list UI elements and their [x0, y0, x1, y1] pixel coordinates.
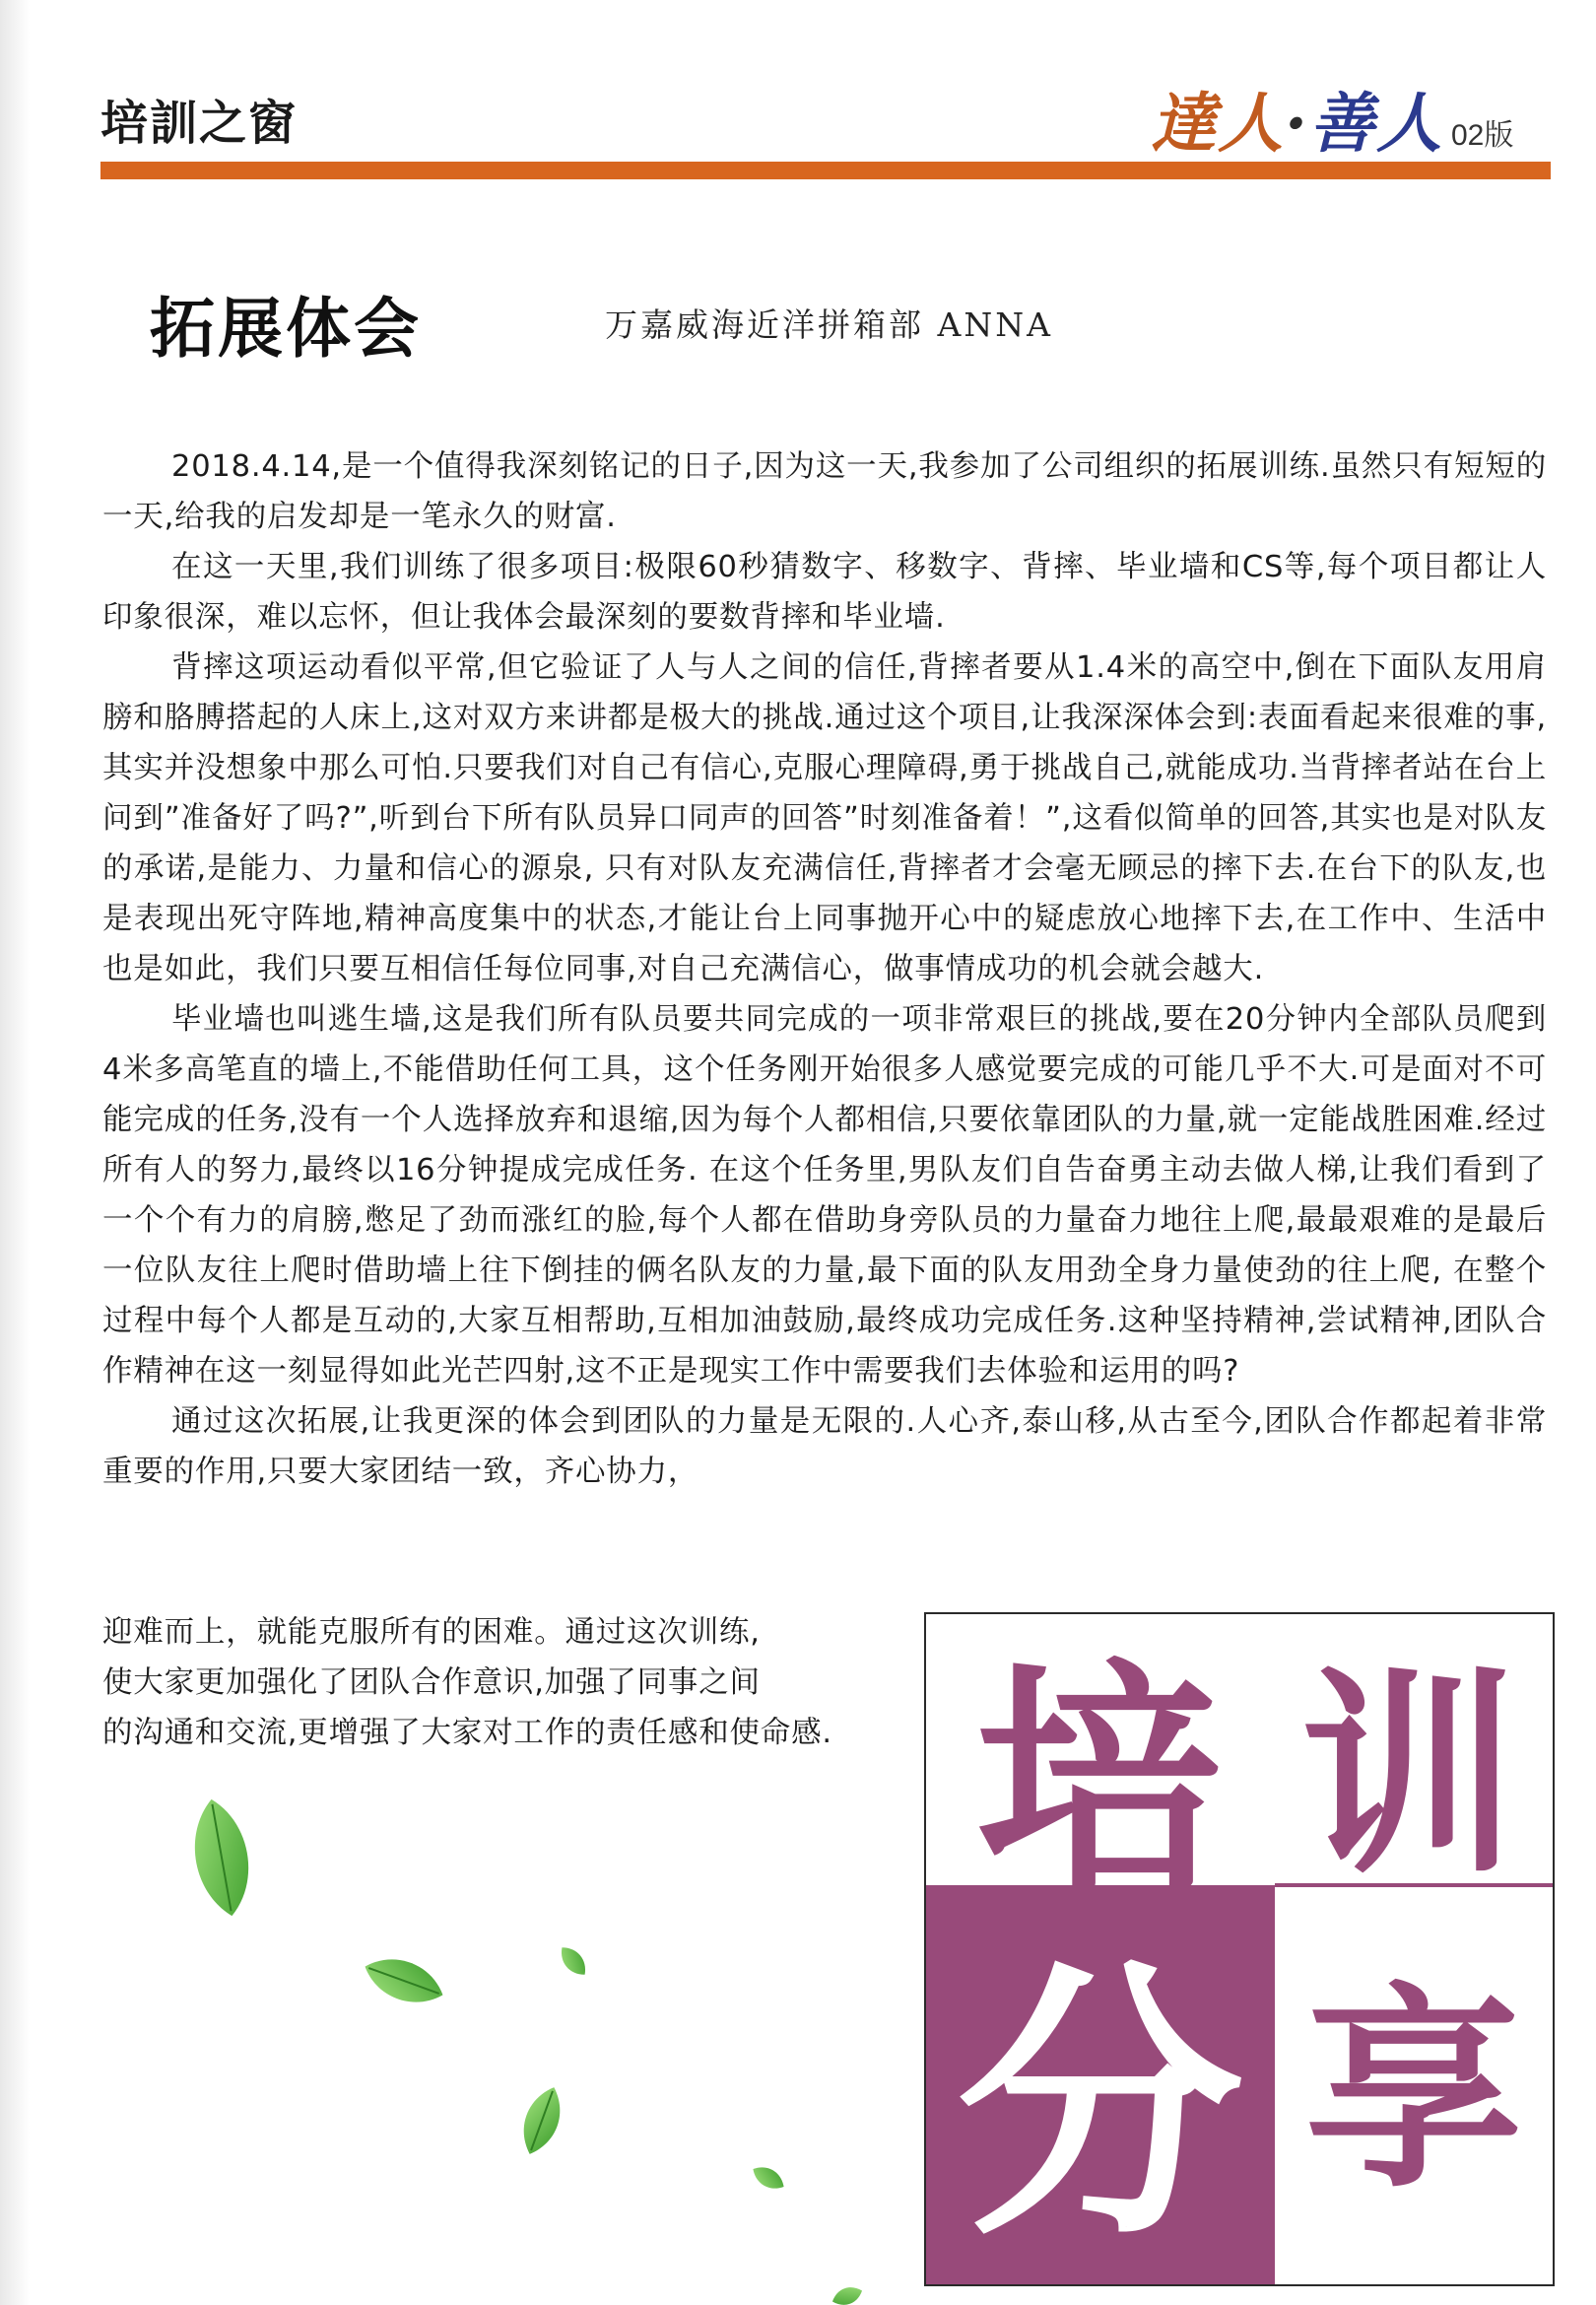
badge-char-xiang: 享 — [1304, 1965, 1523, 2217]
paragraph: 背摔这项运动看似平常,但它验证了人与人之间的信任,背摔者要从1.4米的高空中,倒在下面队友用肩膀和胳膊搭起的人床上,这对双方来讲都是极大的挑战.通过这个项目,让我深深体会到:表面看起来很难的事,其实并没想象中那么可怕.只要我们对自己有信心,克服心理障碍,勇于挑战自己,就能成功.当背摔者站在台上问到”准备好了吗?”,听到台下所有队员异口同声的回答”时刻准备着！”,这看似简单的回答,其实也是对队友的承诺,是能力、力量和信心的源泉, 只有对队友充满信任,背摔者才会毫无顾忌的摔下去.在台下的队友,也是表现出死守阵地,精神高度集中的状态,才能让台上同事抛开心中的疑虑放心地摔下去,在工作中、生活中也是如此，我们只要互相信任每位同事,对自己充满信心，做事情成功的机会就会越大. — [102, 650, 1547, 986]
header-rule — [100, 162, 1551, 179]
badge-graphic — [926, 1614, 1553, 2284]
paragraph: 通过这次拓展,让我更深的体会到团队的力量是无限的.人心齐,泰山移,从古至今,团队合作都起着非常重要的作用,只要大家团结一致，齐心协力， — [102, 1404, 1547, 1489]
training-share-badge — [924, 1612, 1555, 2286]
badge-char-xun: 训 — [1299, 1650, 1518, 1902]
article-body — [102, 441, 1547, 1497]
leaf-icon — [749, 2161, 788, 2195]
paragraph: 在这一天里,我们训练了很多项目:极限60秒猜数字、移数字、背摔、毕业墙和CS等,每个项目都让人印象很深，难以忘怀，但让我体会最深刻的要数背摔和毕业墙. — [102, 550, 1547, 635]
article-closing — [102, 1607, 881, 1758]
badge-char-fen: 分 — [958, 1941, 1243, 2273]
leaf-icon — [186, 1795, 258, 1920]
paragraph: 毕业墙也叫逃生墙,这是我们所有队员要共同完成的一项非常艰巨的挑战,要在20分钟内全部队员爬到4米多高笔直的墙上,不能借助任何工具，这个任务刚开始很多人感觉要完成的可能几乎不大.可是面对不可能完成的任务,没有一个人选择放弃和退缩,因为每个人都相信,只要依靠团队的力量,就一定能战胜困难.经过所有人的努力,最终以16分钟提成完成任务. 在这个任务里,男队友们自告奋勇主动去做人梯,让我们看到了一个个有力的肩膀,憋足了劲而涨红的脸,每个人都在借助身旁队员的力量奋力地往上爬,最最艰难的是最后一位队友往上爬时借助墙上往下倒挂的俩名队友的力量,最下面的队友用劲全身力量使劲的往上爬, 在整个过程中每个人都是互动的,大家互相帮助,互相加油鼓励,最终成功完成任务.这种坚持精神,尝试精神,团队合作精神在这一刻显得如此光芒四射,这不正是现实工作中需要我们去体验和运用的吗? — [102, 1002, 1547, 1389]
page-fold-shadow — [0, 0, 30, 2305]
article-title: 拓展体会 — [150, 290, 422, 367]
badge-char-pei: 培 — [975, 1640, 1222, 1927]
closing-line: 使大家更加强化了团队合作意识,加强了同事之间 — [102, 1665, 761, 1700]
closing-line: 的沟通和交流,更增强了大家对工作的责任感和使命感. — [102, 1716, 832, 1750]
edition-label: 02版 — [1451, 119, 1514, 152]
leaf-icon — [514, 2082, 569, 2160]
closing-line: 迎难而上，就能克服所有的困难。通过这次训练, — [102, 1615, 761, 1650]
brand-logo — [1151, 71, 1443, 165]
brand-part2: 善人 — [1308, 85, 1443, 162]
section-title: 培訓之窗 — [100, 96, 299, 151]
paragraph: 2018.4.14,是一个值得我深刻铭记的日子,因为这一天,我参加了公司组织的拓展训练.虽然只有短短的一天,给我的启发却是一笔永久的财富. — [102, 449, 1547, 534]
leaf-icon — [830, 2283, 865, 2305]
brand-dot: · — [1285, 85, 1309, 162]
leaf-icon — [556, 1941, 592, 1980]
leaf-icon — [359, 1948, 449, 2012]
brand-part1: 達人 — [1151, 85, 1285, 162]
leaves-decoration — [148, 1784, 897, 2305]
article-author: 万嘉威海近洋拼箱部 ANNA — [605, 305, 1053, 344]
